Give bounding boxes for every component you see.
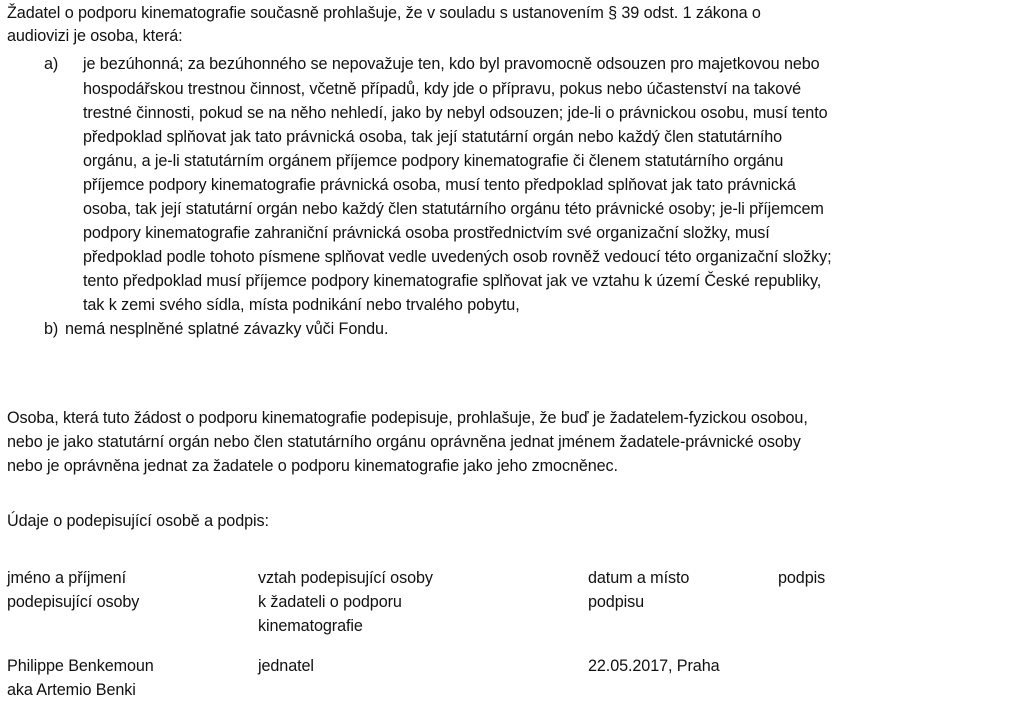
signer-section-heading: Údaje o podepisující osobě a podpis: [7, 512, 269, 530]
signer-name-line-1: Philippe Benkemoun [7, 657, 154, 675]
column-header-date-place-line-1: datum a místo [588, 569, 690, 587]
signer-name-line-2: aka Artemio Benki [7, 681, 136, 699]
item-a-line-9: předpoklad podle tohoto písmene splňovat vedle uvedených osob rovněž vedoucí této organizační složky; [83, 248, 832, 266]
column-header-signature: podpis [778, 569, 826, 587]
column-header-name-line-1: jméno a příjmení [7, 569, 126, 587]
item-a-line-5: orgánu, a je-li statutárním orgánem příjemce podpory kinematografie či členem statutárního orgánu [83, 152, 784, 170]
item-a-line-4: předpoklad splňovat jak tato právnická osoba, tak její statutární orgán nebo každý člen statutárního [83, 128, 783, 146]
column-header-relation-line-2: k žadateli o podporu [258, 593, 402, 611]
item-b-marker: b) [44, 320, 59, 338]
statement-line-3: nebo je oprávněna jednat za žadatele o podporu kinematografie jako jeho zmocněnec. [7, 457, 618, 475]
statement-line-1: Osoba, která tuto žádost o podporu kinematografie podepisuje, prohlašuje, že buď je žadatelem-fyzickou osobou, [7, 409, 808, 427]
column-header-name-line-2: podepisující osoby [7, 593, 140, 611]
declaration-line-1: Žadatel o podporu kinematografie současně prohlašuje, že v souladu s ustanovením § 39 odst. 1 zákona o [7, 4, 761, 22]
item-b-text: nemá nesplněné splatné závazky vůči Fondu. [65, 320, 389, 338]
item-a-line-2: hospodářskou trestnou činnost, včetně případů, kdy jde o přípravu, pokus nebo účastenství na takové [83, 80, 802, 98]
item-a-line-10: tento předpoklad musí příjemce podpory kinematografie splňovat jak ve vztahu k území České republiky, [83, 272, 822, 290]
item-a-line-1: je bezúhonná; za bezúhonného se nepovažuje ten, kdo byl pravomocně odsouzen pro majetkovou nebo [83, 55, 820, 73]
item-a-marker: a) [44, 55, 59, 73]
signer-date-place-value: 22.05.2017, Praha [588, 657, 720, 675]
column-header-relation-line-3: kinematografie [258, 617, 363, 635]
column-header-relation-line-1: vztah podepisující osoby [258, 569, 433, 587]
statement-line-2: nebo je jako statutární orgán nebo člen statutárního orgánu oprávněna jednat jménem žadatele-právnické osoby [7, 433, 801, 451]
item-a-line-11: tak k zemi svého sídla, místa podnikání nebo trvalého pobytu, [83, 296, 520, 314]
signer-relation-value: jednatel [258, 657, 314, 675]
column-header-date-place-line-2: podpisu [588, 593, 645, 611]
item-a-line-3: trestné činnosti, pokud se na něho nehledí, jako by nebyl odsouzen; jde-li o právnickou osobu, musí tento [83, 104, 828, 122]
item-a-line-8: podpory kinematografie zahraniční právnická osoba prostřednictvím své organizační složky, musí [83, 224, 770, 242]
declaration-line-2: audiovizi je osoba, která: [7, 27, 183, 45]
item-a-line-7: osoba, tak její statutární orgán nebo každý člen statutárního orgánu této právnické osoby; je-li příjemcem [83, 200, 824, 218]
item-a-line-6: příjemce podpory kinematografie právnická osoba, musí tento předpoklad splňovat jak tato právnická [83, 176, 796, 194]
